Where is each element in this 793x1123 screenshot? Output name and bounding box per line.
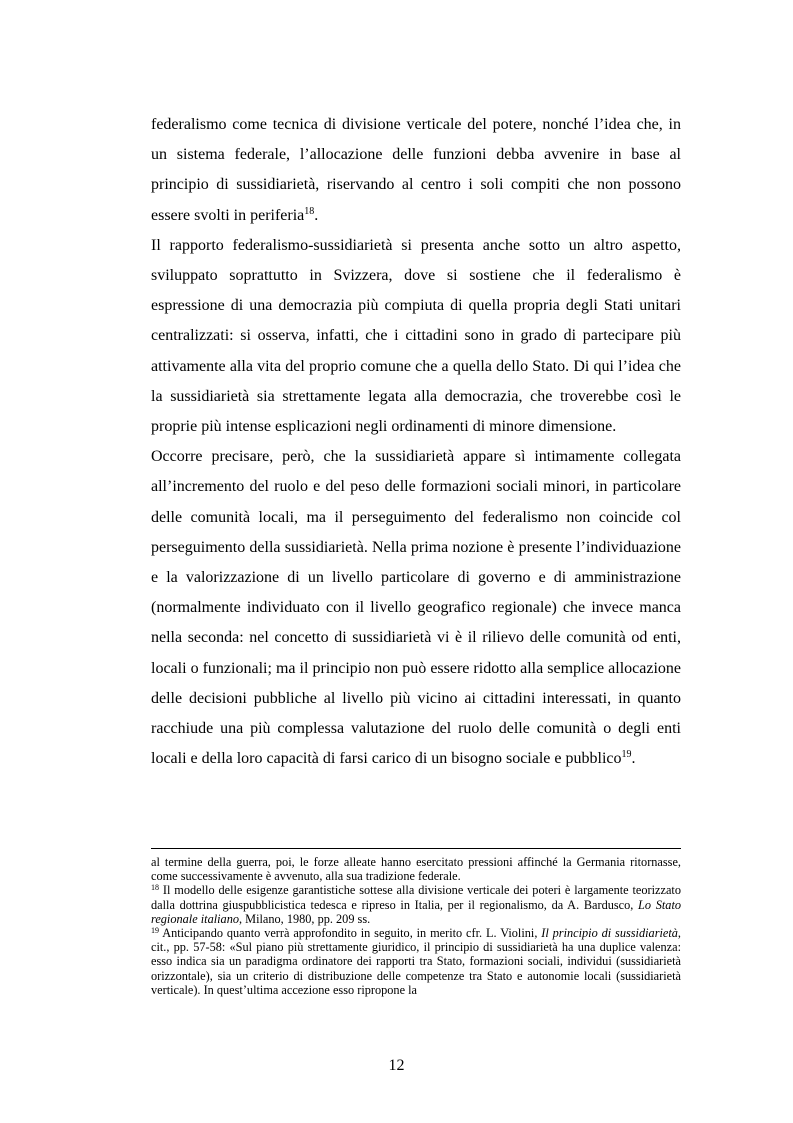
paragraph-1-end: . [314,206,319,224]
footnote-18-number: 18 [151,883,159,893]
footnote-19-text-after: , cit., pp. 57-58: «Sul piano più strettamente giuridico, il principio di sussidiarietà ha una duplice valenza: esso indica sia un paradigma ordinatore dei rapporti tra Stato, formazioni sociali, individui (sussidiarietà orizzontale), sia un criterio di distribuzione delle competenze tra Stato e autonomie locali (sussidiarietà verticale). In quest’ultima accezione esso ripropone la [151,926,681,997]
footnote-ref-19[interactable]: 19 [621,749,632,761]
paragraph-2: Il rapporto federalismo-sussidiarietà si presenta anche sotto un altro aspetto, sviluppato soprattutto in Svizzera, dove si sostiene che il federalismo è espressione di una democrazia più compiuta di quella propria degli Stati unitari centralizzati: si osserva, infatti, che i cittadini sono in grado di partecipare più attivamente alla vita del proprio comune che a quella dello Stato. Di qui l’idea che la sussidiarietà sia strettamente legata alla democrazia, che troverebbe così le proprie più intense esplicazioni negli ordinamenti di minore dimensione. [151,236,681,436]
footnote-18 [151,883,681,926]
paragraph-1-text: federalismo come tecnica di divisione verticale del potere, nonché l’idea che, in un sistema federale, l’allocazione delle funzioni debba avvenire in base al principio di sussidiarietà, riservando al centro i soli compiti che non possono essere svolti in periferia [151,116,681,224]
footnote-19 [151,926,681,997]
paragraph-3-text: Occorre precisare, però, che la sussidiarietà appare sì intimamente collegata all’incremento del ruolo e del peso delle formazioni sociali minori, in particolare delle comunità locali, ma il perseguimento del federalismo non coincide col perseguimento della sussidiarietà. Nella prima nozione è presente l’individuazione e la valorizzazione di un livello particolare di governo e di amministrazione (normalmente individuato con il livello geografico regionale) che invece manca nella seconda: nel concetto di sussidiarietà vi è il rilievo delle comunità od enti, locali o funzionali; ma il principio non può essere ridotto alla semplice allocazione delle decisioni pubbliche al livello più vicino ai cittadini interessati, in quanto racchiude una più complessa valutazione del ruolo delle comunità o degli enti locali e della loro capacità di farsi carico di un bisogno sociale e pubblico [151,448,681,768]
main-text [151,110,681,774]
footnote-18-text-after: , Milano, 1980, pp. 209 ss. [239,911,371,926]
footnote-19-title: Il principio di sussidiarietà [541,926,678,941]
paragraph-3 [151,442,681,774]
footnote-divider [151,848,681,849]
footnote-continuation: al termine della guerra, poi, le forze alleate hanno esercitato pressioni affinché la Germania ritornasse, come successivamente è avvenuto, alla sua tradizione federale. [151,855,681,884]
page-number: 12 [388,1057,405,1074]
footnote-ref-18[interactable]: 18 [304,205,315,217]
paragraph-3-end: . [631,750,636,768]
paragraph-1 [151,110,681,231]
footnote-18-title: Lo Stato regionale italiano [151,897,682,926]
footnotes [151,855,681,997]
footnote-18-text-before: Il modello delle esigenze garantistiche sottese alla divisione verticale dei poteri è largamente teorizzato dalla dottrina giuspubblicistica tedesca e ripreso in Italia, per il regionalismo, da A. Bardusco, [151,883,681,912]
footnote-19-number: 19 [151,926,159,936]
footnote-19-text-before: Anticipando quanto verrà approfondito in seguito, in merito cfr. L. Violini, [159,926,542,941]
